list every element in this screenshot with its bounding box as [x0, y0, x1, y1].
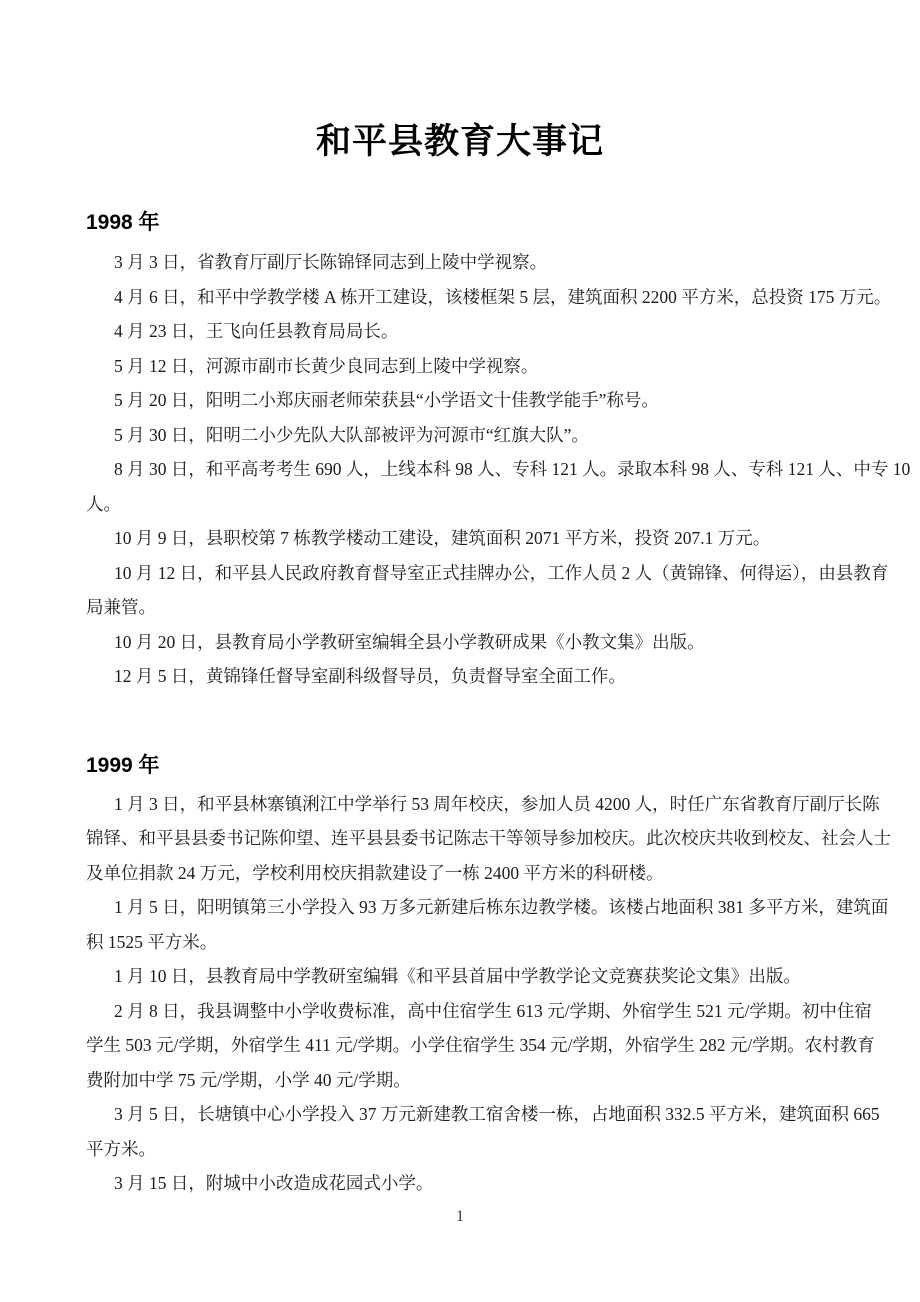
- entry-1998-04-06: [86, 280, 892, 315]
- entry-1999-01-03: [86, 787, 891, 891]
- entry-1999-01-05: [86, 890, 889, 959]
- entry-1999-03-05: [86, 1097, 880, 1166]
- entry-1998-10-20: [86, 625, 834, 660]
- entry-line: 4 月 6 日，和平中学教学楼 A 栋开工建设，该楼框架 5 层，建筑面积 2200 平方米，总投资 175 万元。: [114, 286, 892, 307]
- entry-line: 8 月 30 日，和平高考考生 690 人，上线本科 98 人、专科 121 人。录取本科 98 人、专科 121 人、中专 10: [114, 459, 911, 479]
- entry-line: 5 月 20 日，阳明二小郑庆丽老师荣获县“小学语文十佳教学能手”称号。: [114, 390, 659, 410]
- year-heading-1999: 1999 年: [86, 753, 160, 777]
- entry-1999-02-08: [86, 994, 875, 1098]
- entry-line: 局兼管。: [86, 597, 156, 617]
- year-heading-1998: 1998 年: [86, 211, 160, 234]
- entry-line: 10 月 20 日，县教育局小学教研室编辑全县小学教研成果《小教文集》出版。: [114, 631, 705, 652]
- entry-line: 3 月 3 日，省教育厅副厅长陈锦铎同志到上陵中学视察。: [114, 252, 548, 272]
- entry-line: 锦铎、和平县县委书记陈仰望、连平县县委书记陈志干等领导参加校庆。此次校庆共收到校友、社会人士: [86, 828, 891, 848]
- section-1999: [86, 753, 891, 1201]
- entry-line: 10 月 12 日，和平县人民政府教育督导室正式挂牌办公，工作人员 2 人（黄锦锋、何得运），由县教育: [114, 562, 889, 583]
- entry-1998-12-05: [86, 659, 834, 694]
- entry-line: 平方米。: [86, 1138, 156, 1159]
- entry-line: 人。: [86, 493, 121, 514]
- entry-line: 3 月 15 日，附城中小改造成花园式小学。: [114, 1173, 434, 1193]
- entry-1998-05-30: [86, 418, 834, 453]
- entry-line: 1 月 5 日，阳明镇第三小学投入 93 万多元新建后栋东边教学楼。该楼占地面积 381 多平方米，建筑面: [114, 897, 889, 917]
- entry-line: 1 月 10 日，县教育局中学教研室编辑《和平县首届中学教学论文竞赛获奖论文集》出版。: [114, 966, 801, 986]
- entry-line: 1 月 3 日，和平县林寨镇浰江中学举行 53 周年校庆，参加人员 4200 人，时任广东省教育厅副厅长陈: [114, 793, 880, 814]
- entry-line: 4 月 23 日，王飞向任县教育局局长。: [114, 321, 399, 341]
- entry-1998-05-20: [86, 383, 834, 418]
- entry-line: 10 月 9 日，县职校第 7 栋教学楼动工建设，建筑面积 2071 平方米，投资 207.1 万元。: [114, 528, 771, 548]
- document-title: 和平县教育大事记: [315, 122, 604, 161]
- entry-1998-05-12: [86, 349, 834, 384]
- entry-line: 及单位捐款 24 万元，学校利用校庆捐款建设了一栋 2400 平方米的科研楼。: [86, 862, 664, 883]
- entry-1998-08-30: [86, 452, 911, 521]
- entry-1999-03-15: [86, 1166, 834, 1201]
- entry-line: 5 月 30 日，阳明二小少先队大队部被评为河源市“红旗大队”。: [114, 424, 589, 445]
- entry-1998-04-23: [86, 314, 834, 349]
- entry-line: 费附加中学 75 元/学期，小学 40 元/学期。: [86, 1069, 411, 1090]
- entry-line: 积 1525 平方米。: [86, 931, 218, 952]
- entry-line: 12 月 5 日，黄锦锋任督导室副科级督导员，负责督导室全面工作。: [114, 666, 626, 686]
- page-number: 1: [456, 1207, 464, 1225]
- entry-1998-03-03: [86, 245, 834, 280]
- entry-1999-01-10: [86, 959, 834, 994]
- entry-1998-10-09: [86, 521, 834, 556]
- section-1998: [86, 210, 911, 694]
- entry-line: 3 月 5 日，长塘镇中心小学投入 37 万元新建教工宿舍楼一栋，占地面积 332.5 平方米，建筑面积 665: [114, 1104, 880, 1124]
- entry-line: 2 月 8 日，我县调整中小学收费标准，高中住宿学生 613 元/学期、外宿学生 521 元/学期。初中住宿: [114, 1000, 872, 1021]
- entry-1998-10-12: [86, 556, 889, 625]
- entry-line: 学生 503 元/学期，外宿学生 411 元/学期。小学住宿学生 354 元/学期，外宿学生 282 元/学期。农村教育: [86, 1035, 875, 1055]
- entry-line: 5 月 12 日，河源市副市长黄少良同志到上陵中学视察。: [114, 355, 539, 376]
